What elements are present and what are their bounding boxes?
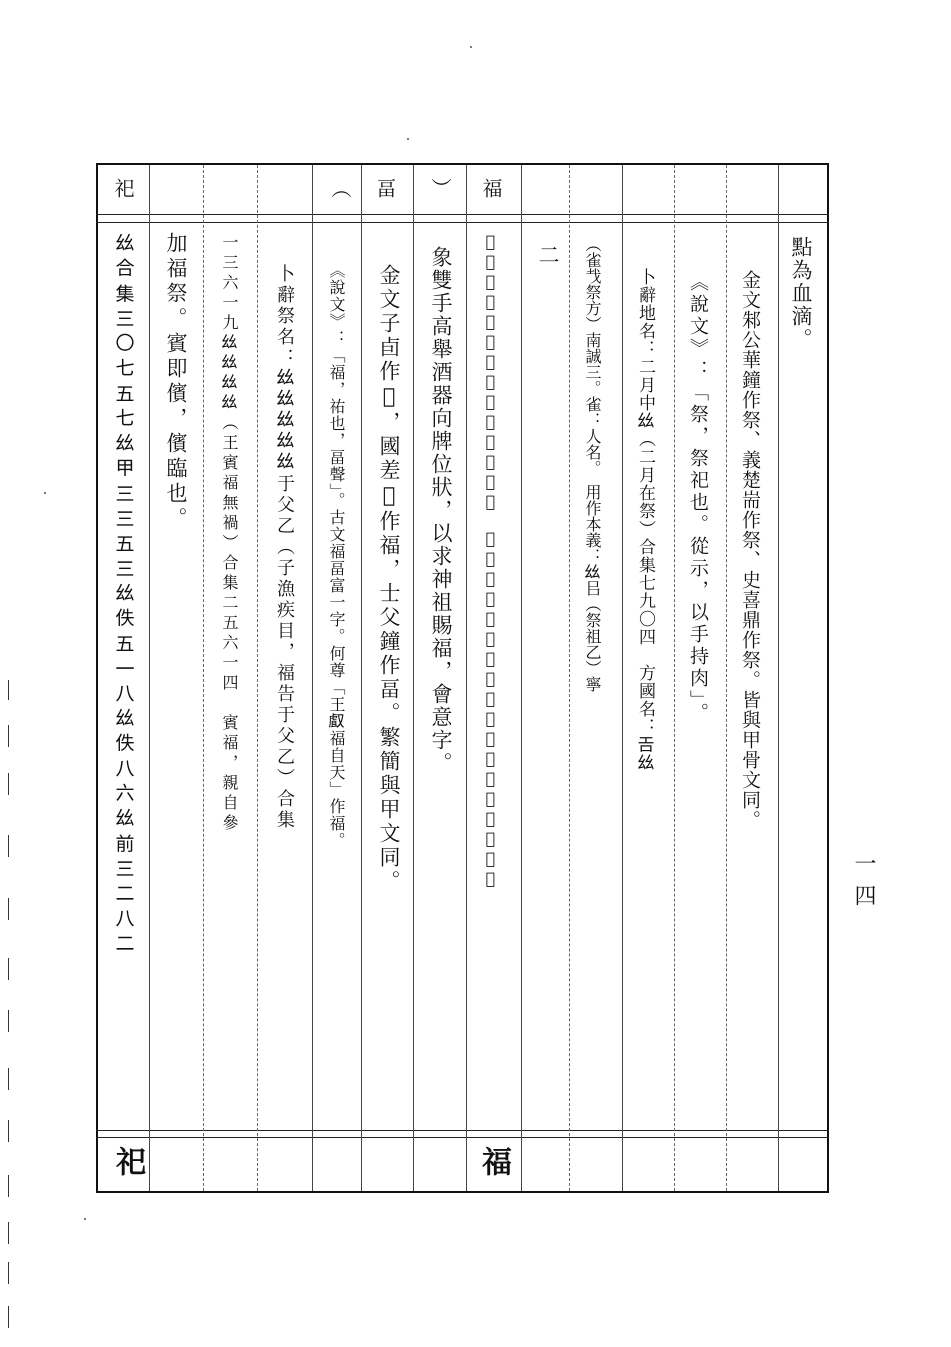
text-column-14: 𢆶合集三〇七五七𢆶甲三三五三𢆶佚五一八𢆶佚八六𢆶前三二八二 bbox=[113, 234, 135, 959]
header-rule-lower bbox=[96, 222, 829, 223]
margin-mark bbox=[8, 1306, 9, 1328]
header-open-paren: （ bbox=[328, 178, 352, 198]
column-rule bbox=[312, 165, 313, 1191]
margin-mark bbox=[8, 898, 9, 920]
text-column-4: 卜辭地名：二月中𢆶（二月在祭）合集七九〇四 方國名：𢀛𢆶 bbox=[635, 268, 655, 772]
column-rule bbox=[466, 165, 467, 1191]
header-entry-fu-archaic: 畐 bbox=[373, 178, 397, 198]
margin-mark bbox=[8, 1068, 9, 1090]
text-column-11: 卜辭祭名：𢆶𢆶𢆶𢆶𢆶于父乙（子漁疾目，福告于父乙）合集 bbox=[274, 264, 295, 831]
column-rule bbox=[149, 165, 150, 1191]
scan-speck bbox=[470, 46, 472, 48]
text-column-12: 一三六一九𢆶𢆶𢆶𢆶（王賓福無禍）合集二五六一四 賓福，親自參 bbox=[220, 234, 239, 834]
column-rule bbox=[674, 165, 675, 1191]
text-column-13: 加福祭。賓即儐，儐臨也。 bbox=[164, 232, 188, 532]
text-column-1: 點為血滴。 bbox=[789, 236, 813, 351]
margin-mark bbox=[8, 835, 9, 857]
column-rule bbox=[569, 165, 570, 1191]
column-rule bbox=[361, 165, 362, 1191]
footer-char-si: 祀 bbox=[110, 1146, 145, 1176]
margin-mark bbox=[8, 1222, 9, 1244]
column-rule bbox=[413, 165, 414, 1191]
text-column-10: 《說文》：「福，祐也，畐聲」。古文福畐富一字。何尊「王𠭯福自天」作福。 bbox=[327, 262, 346, 849]
footer-rule bbox=[96, 1130, 829, 1131]
column-rule bbox=[726, 165, 727, 1191]
text-column-8: 象雙手高舉酒器向牌位狀，以求神祖賜福，會意字。 bbox=[429, 246, 453, 775]
text-column-6: 二 bbox=[536, 244, 560, 267]
header-rule bbox=[96, 214, 829, 215]
scan-speck bbox=[84, 1218, 86, 1220]
margin-mark bbox=[8, 1120, 9, 1142]
page-frame bbox=[96, 163, 829, 1193]
text-column-7: 𩖖合集二三四七七𩖖前五四三一 𩖖南明三五六从示从畐，釋福。或釋禍。 bbox=[481, 232, 500, 889]
text-column-2: 金文邾公華鐘作祭、義楚耑作祭、史喜鼎作祭。皆與甲骨文同。 bbox=[739, 270, 761, 830]
column-rule bbox=[622, 165, 623, 1191]
column-rule bbox=[257, 165, 258, 1191]
margin-mark bbox=[8, 725, 9, 747]
footer-rule-lower bbox=[96, 1137, 829, 1138]
scan-speck bbox=[407, 138, 409, 140]
text-column-9: 金文子卣作𩖖，國差𦉜作福，士父鐘作畐。繁簡與甲文同。 bbox=[377, 264, 401, 894]
scan-speck bbox=[44, 492, 46, 494]
column-rule bbox=[203, 165, 204, 1191]
header-close-paren: ） bbox=[428, 178, 452, 198]
margin-mark bbox=[8, 680, 9, 700]
column-rule bbox=[778, 165, 779, 1191]
margin-mark bbox=[8, 773, 9, 795]
margin-mark bbox=[8, 1262, 9, 1284]
column-rule bbox=[521, 165, 522, 1191]
header-entry-si: 祀 bbox=[111, 178, 135, 198]
text-column-3: 《說文》：「祭，祭祀也。從示，以手持肉」。 bbox=[687, 272, 709, 725]
margin-mark bbox=[8, 1010, 9, 1032]
margin-mark bbox=[8, 1175, 9, 1197]
page-number: 一四 bbox=[851, 852, 876, 916]
header-entry-fu: 福 bbox=[479, 178, 503, 198]
text-column-5: （雀𢦏祭方）南誠三。雀：人名。 用作本義：𢆶㠯（祭祖乙）寧 bbox=[583, 236, 602, 692]
margin-mark bbox=[8, 958, 9, 980]
footer-char-fu: 福 bbox=[476, 1146, 511, 1176]
